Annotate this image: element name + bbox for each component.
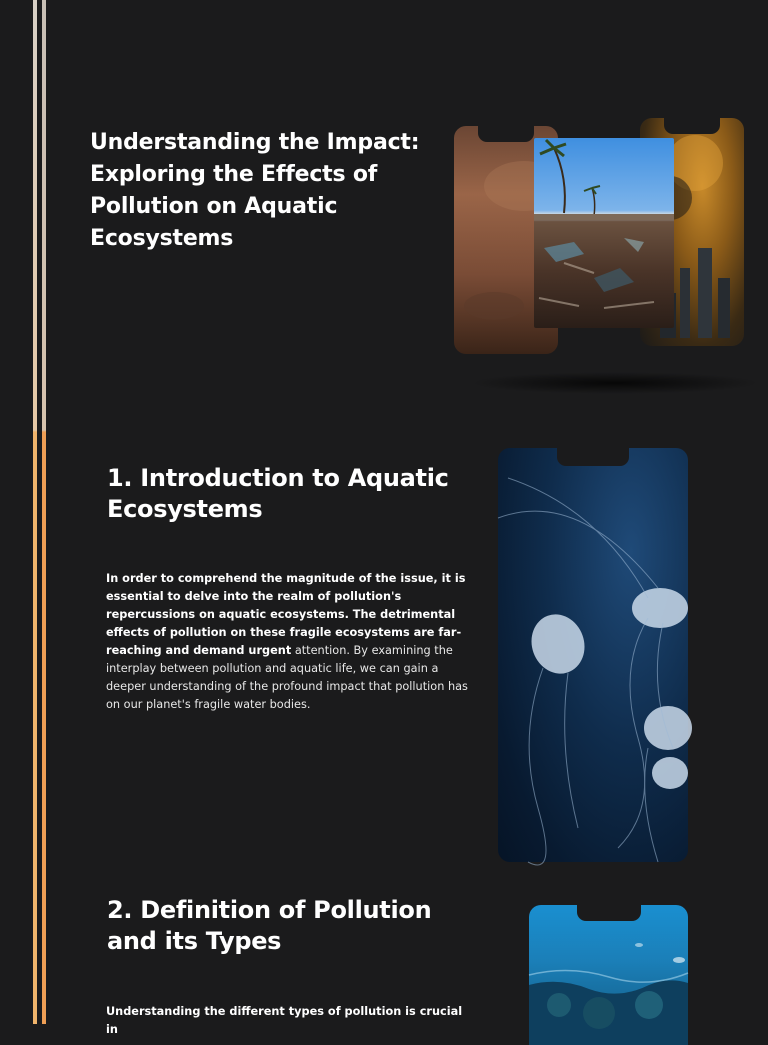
phone-notch [557, 448, 629, 466]
phone-notch [478, 126, 534, 142]
section-title-pollution-types: 2. Definition of Pollution and its Types [107, 896, 432, 955]
phone-notch [664, 118, 720, 134]
hero-image-polluted-beach [534, 138, 674, 328]
hero-image-shadow [470, 372, 760, 394]
section-body-emphasis: In order to comprehend the magnitude of the issue, it is essential to delve into the realm of pollution's repercussions on aquatic ecosystems. The detrimental effects of pollution on these fragile ecosystems are far-reaching and demand urgent [106, 572, 466, 657]
decorative-stripe-left [33, 0, 37, 1024]
section-body-introduction [106, 570, 468, 714]
section-body-continued: attention. By examining the interplay between pollution and aquatic life, we can gain a deeper understanding of the profound impact that pollution has on our planet's fragile water bodies. [106, 644, 468, 711]
decorative-stripe-right [42, 0, 46, 1024]
phone-notch [577, 905, 641, 921]
section-body-pollution-types: Understanding the different types of pollution is crucial in [106, 1005, 463, 1036]
section-image-jellyfish [498, 448, 688, 862]
page-title: Understanding the Impact: Exploring the Effects of Pollution on Aquatic Ecosystems [90, 130, 420, 251]
section-image-coral-reef [529, 905, 688, 1045]
section-title-introduction: 1. Introduction to Aquatic Ecosystems [107, 464, 449, 523]
